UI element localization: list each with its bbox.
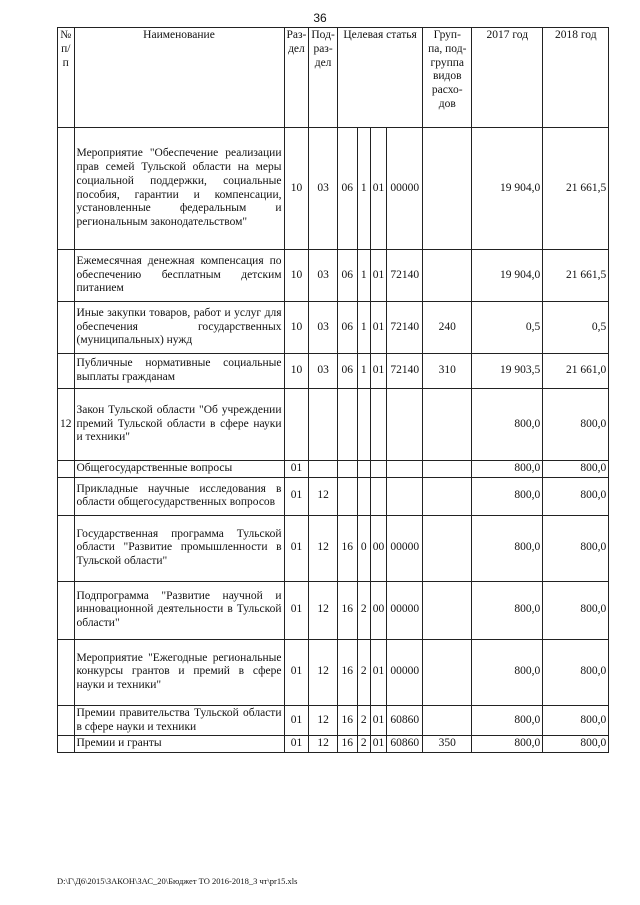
cell-target-part: 06 [337,128,357,250]
cell-group [423,461,472,478]
cell-amount-2018: 800,0 [543,581,609,639]
cell-amount-2018: 21 661,5 [543,250,609,302]
cell-podrazdel [309,389,337,461]
file-path-footer: D:\Г\Д6\2015\ЗАКОН\ЗАС_20\Бюджет ТО 2016-2018_3 чт\pr15.xls [57,876,298,886]
table-row [58,639,609,705]
cell-target-part: 72140 [387,250,423,302]
cell-target-part: 2 [357,639,370,705]
cell-row-number [58,515,75,581]
cell-group [423,705,472,736]
cell-target-part [337,461,357,478]
cell-row-number [58,477,75,515]
cell-razdel: 01 [284,515,309,581]
cell-amount-2017: 19 904,0 [472,128,543,250]
cell-target-part: 2 [357,705,370,736]
cell-target-part: 60860 [387,736,423,753]
cell-target-part [387,461,423,478]
cell-razdel: 01 [284,581,309,639]
cell-target-part: 0 [357,515,370,581]
cell-target-part: 01 [370,302,387,354]
cell-amount-2018: 800,0 [543,705,609,736]
cell-name: Ежемесячная денежная компенсация по обеспечению бесплатным детским питанием [74,250,284,302]
cell-razdel: 01 [284,477,309,515]
cell-amount-2017: 19 904,0 [472,250,543,302]
cell-amount-2017: 800,0 [472,389,543,461]
header-2017: 2017 год [472,28,543,128]
cell-name: Премии правительства Тульской области в сфере науки и техники [74,705,284,736]
table-row [58,461,609,478]
cell-razdel: 10 [284,302,309,354]
cell-row-number [58,705,75,736]
cell-group [423,581,472,639]
cell-target-part [370,461,387,478]
cell-target-part [357,477,370,515]
table-row [58,250,609,302]
cell-amount-2018: 800,0 [543,515,609,581]
table-row [58,354,609,389]
cell-target-part: 06 [337,354,357,389]
cell-razdel: 01 [284,639,309,705]
cell-row-number [58,736,75,753]
cell-podrazdel [309,461,337,478]
cell-target-part [370,389,387,461]
cell-group: 240 [423,302,472,354]
cell-amount-2017: 800,0 [472,515,543,581]
cell-target-part: 01 [370,736,387,753]
cell-amount-2018: 800,0 [543,736,609,753]
cell-target-part: 72140 [387,354,423,389]
budget-table [57,27,609,753]
cell-target-part: 00000 [387,128,423,250]
cell-razdel: 01 [284,705,309,736]
cell-target-part: 00000 [387,581,423,639]
cell-podrazdel: 03 [309,250,337,302]
cell-target-part [357,461,370,478]
cell-target-part: 01 [370,250,387,302]
cell-target-part: 1 [357,250,370,302]
cell-amount-2018: 800,0 [543,477,609,515]
cell-name: Общегосударственные вопросы [74,461,284,478]
cell-podrazdel: 03 [309,302,337,354]
page-number: 36 [313,11,327,25]
cell-amount-2018: 800,0 [543,389,609,461]
cell-target-part: 01 [370,705,387,736]
cell-target-part: 06 [337,302,357,354]
cell-group: 310 [423,354,472,389]
table-row [58,477,609,515]
table-row [58,389,609,461]
cell-target-part: 16 [337,639,357,705]
header-expense-group: Груп- па, под- группа видов расхо- дов [423,28,472,128]
cell-amount-2017: 800,0 [472,639,543,705]
cell-podrazdel: 03 [309,354,337,389]
cell-name: Мероприятие "Обеспечение реализации прав семей Тульской области на меры социальной поддержки, социальные пособия, гарантии и компенсации, установленные федеральным и региональным законодательством" [74,128,284,250]
cell-target-part: 16 [337,515,357,581]
cell-target-part: 01 [370,128,387,250]
cell-amount-2018: 21 661,0 [543,354,609,389]
cell-target-part: 1 [357,128,370,250]
cell-row-number [58,302,75,354]
cell-podrazdel: 03 [309,128,337,250]
cell-name: Публичные нормативные социальные выплаты гражданам [74,354,284,389]
cell-amount-2017: 800,0 [472,581,543,639]
header-2018: 2018 год [543,28,609,128]
cell-row-number [58,250,75,302]
cell-target-part: 60860 [387,705,423,736]
cell-row-number [58,461,75,478]
cell-razdel: 10 [284,128,309,250]
cell-group [423,639,472,705]
table-row [58,736,609,753]
table-row [58,581,609,639]
cell-target-part [357,389,370,461]
header-target-article: Целевая статья [337,28,423,128]
cell-group: 350 [423,736,472,753]
table-row [58,128,609,250]
cell-razdel: 10 [284,250,309,302]
cell-target-part: 16 [337,581,357,639]
cell-amount-2017: 800,0 [472,705,543,736]
cell-row-number [58,128,75,250]
cell-target-part: 1 [357,354,370,389]
cell-name: Прикладные научные исследования в области общегосударственных вопросов [74,477,284,515]
cell-target-part: 2 [357,581,370,639]
cell-group [423,128,472,250]
cell-group [423,515,472,581]
cell-podrazdel: 12 [309,639,337,705]
cell-target-part [337,389,357,461]
cell-razdel [284,389,309,461]
table-row [58,705,609,736]
cell-amount-2017: 19 903,5 [472,354,543,389]
cell-group [423,477,472,515]
cell-target-part: 16 [337,736,357,753]
cell-razdel: 01 [284,461,309,478]
cell-amount-2018: 0,5 [543,302,609,354]
cell-target-part: 00000 [387,515,423,581]
cell-amount-2018: 800,0 [543,639,609,705]
cell-row-number [58,639,75,705]
cell-target-part: 16 [337,705,357,736]
cell-razdel: 01 [284,736,309,753]
cell-row-number [58,354,75,389]
cell-target-part: 06 [337,250,357,302]
cell-podrazdel: 12 [309,581,337,639]
cell-target-part [370,477,387,515]
cell-group [423,250,472,302]
cell-amount-2018: 21 661,5 [543,128,609,250]
cell-name: Иные закупки товаров, работ и услуг для обеспечения государственных (муниципальных) нужд [74,302,284,354]
cell-amount-2017: 0,5 [472,302,543,354]
cell-razdel: 10 [284,354,309,389]
cell-podrazdel: 12 [309,515,337,581]
cell-podrazdel: 12 [309,736,337,753]
table-body [58,128,609,753]
cell-target-part: 00 [370,515,387,581]
header-name: Наименование [74,28,284,128]
cell-target-part [387,477,423,515]
table-row [58,302,609,354]
header-no: № п/ п [58,28,75,128]
cell-name: Премии и гранты [74,736,284,753]
header-row [58,28,609,128]
cell-target-part: 00 [370,581,387,639]
cell-row-number: 12 [58,389,75,461]
cell-amount-2018: 800,0 [543,461,609,478]
cell-podrazdel: 12 [309,705,337,736]
cell-target-part: 1 [357,302,370,354]
cell-podrazdel: 12 [309,477,337,515]
cell-amount-2017: 800,0 [472,736,543,753]
header-podrazdel: Под- раз- дел [309,28,337,128]
cell-target-part: 01 [370,354,387,389]
cell-target-part: 00000 [387,639,423,705]
cell-target-part [337,477,357,515]
cell-amount-2017: 800,0 [472,461,543,478]
cell-name: Государственная программа Тульской области "Развитие промышленности в Тульской области" [74,515,284,581]
cell-amount-2017: 800,0 [472,477,543,515]
cell-row-number [58,581,75,639]
table-row [58,515,609,581]
cell-name: Подпрограмма "Развитие научной и инновационной деятельности в Тульской области" [74,581,284,639]
cell-name: Мероприятие "Ежегодные региональные конкурсы грантов и премий в сфере науки и техники" [74,639,284,705]
header-razdel: Раз- дел [284,28,309,128]
cell-name: Закон Тульской области "Об учреждении премий Тульской области в сфере науки и техники" [74,389,284,461]
cell-target-part [387,389,423,461]
cell-target-part: 01 [370,639,387,705]
cell-target-part: 2 [357,736,370,753]
cell-target-part: 72140 [387,302,423,354]
cell-group [423,389,472,461]
